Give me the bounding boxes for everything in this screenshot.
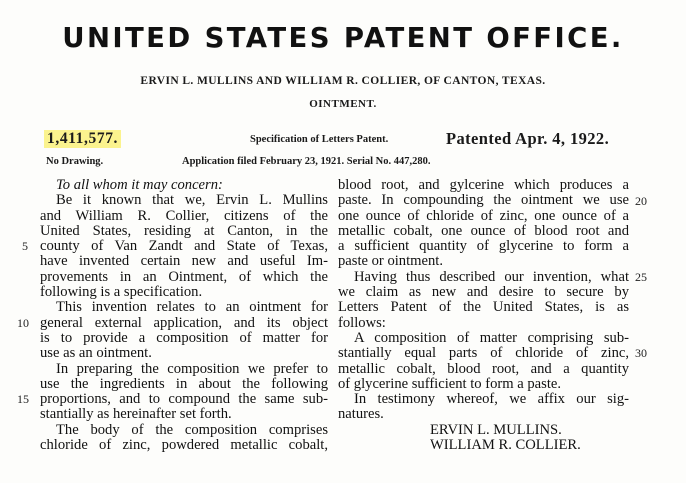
text-line: blood root, and gylcerine which produces a xyxy=(338,177,629,193)
text-line: a sufficient quantity of glycerine to form a xyxy=(338,238,629,255)
right-text-column xyxy=(338,178,629,453)
line-number: 20 xyxy=(635,194,647,208)
line-number: 10 xyxy=(17,316,29,330)
text-line: In preparing the composition we prefer to xyxy=(56,360,328,377)
claim-line: A composition of matter comprising sub- xyxy=(354,329,629,346)
application-line: Application filed February 23, 1921. Serial No. 447,280. xyxy=(182,156,431,167)
office-title: UNITED STATES PATENT OFFICE. xyxy=(62,22,624,54)
text-line: Letters Patent of the United States, is as xyxy=(338,299,629,316)
text-line: one ounce of chloride of zinc, one ounce of a xyxy=(338,207,629,224)
text-line: United States, residing at Canton, in the xyxy=(40,222,328,239)
text-line: follows: xyxy=(338,314,386,331)
line-number: 30 xyxy=(635,346,647,360)
invention-name: OINTMENT. xyxy=(309,98,377,110)
text-line: Be it known that we, Ervin L. Mullins xyxy=(56,192,328,209)
text-line: paste or ointment. xyxy=(338,253,443,270)
signature-line: WILLIAM R. COLLIER. xyxy=(430,437,581,454)
patent-number: 1,411,577. xyxy=(44,130,121,148)
salutation-line: To all whom it may concern: xyxy=(56,177,223,193)
claim-line: stantially equal parts of chloride of zinc, xyxy=(338,345,629,362)
text-line: This invention relates to an ointment for xyxy=(56,299,328,316)
text-line: have invented certain new and useful Im- xyxy=(40,253,328,270)
patented-date: Patented Apr. 4, 1922. xyxy=(446,129,610,148)
text-line: is to provide a composition of matter for xyxy=(40,329,328,346)
text-line: county of Van Zandt and State of Texas, xyxy=(40,238,328,255)
text-line: general external application, and its object xyxy=(40,314,328,331)
text-line: use the ingredients in about the following xyxy=(40,375,328,392)
text-line: use as an ointment. xyxy=(40,345,152,362)
text-line: natures. xyxy=(338,406,384,423)
left-text-column xyxy=(40,178,328,453)
text-line: metallic cobalt, one ounce of blood root and xyxy=(338,222,629,239)
line-number: 5 xyxy=(22,239,28,253)
text-line: chloride of zinc, powdered metallic cobalt, xyxy=(40,437,328,454)
line-number: 25 xyxy=(635,270,647,284)
inventors-line: ERVIN L. MULLINS AND WILLIAM R. COLLIER, OF CANTON, TEXAS. xyxy=(140,75,546,87)
drawing-note: No Drawing. xyxy=(46,156,104,167)
text-line: Having thus described our invention, what xyxy=(354,268,629,285)
text-line: and William R. Collier, citizens of the xyxy=(40,207,328,224)
text-line: In testimony whereof, we affix our sig- xyxy=(354,391,629,408)
text-line: paste. In compounding the ointment we use xyxy=(338,192,629,209)
text-line: provements in an Ointment, of which the xyxy=(40,268,328,285)
line-number: 15 xyxy=(17,392,29,406)
claim-line: of glycerine sufficient to form a paste. xyxy=(338,375,562,392)
text-line: The body of the composition comprises xyxy=(56,421,328,438)
text-line: stantially as hereinafter set forth. xyxy=(40,406,232,423)
claim-line: metallic cobalt, blood root, and a quantity xyxy=(338,360,629,377)
text-line: proportions, and to compound the same sub- xyxy=(40,391,328,408)
signature-line: ERVIN L. MULLINS. xyxy=(430,421,562,438)
text-line: we claim as new and desire to secure by xyxy=(338,284,629,301)
specification-label: Specification of Letters Patent. xyxy=(250,134,389,145)
text-line: following is a specification. xyxy=(40,284,203,301)
